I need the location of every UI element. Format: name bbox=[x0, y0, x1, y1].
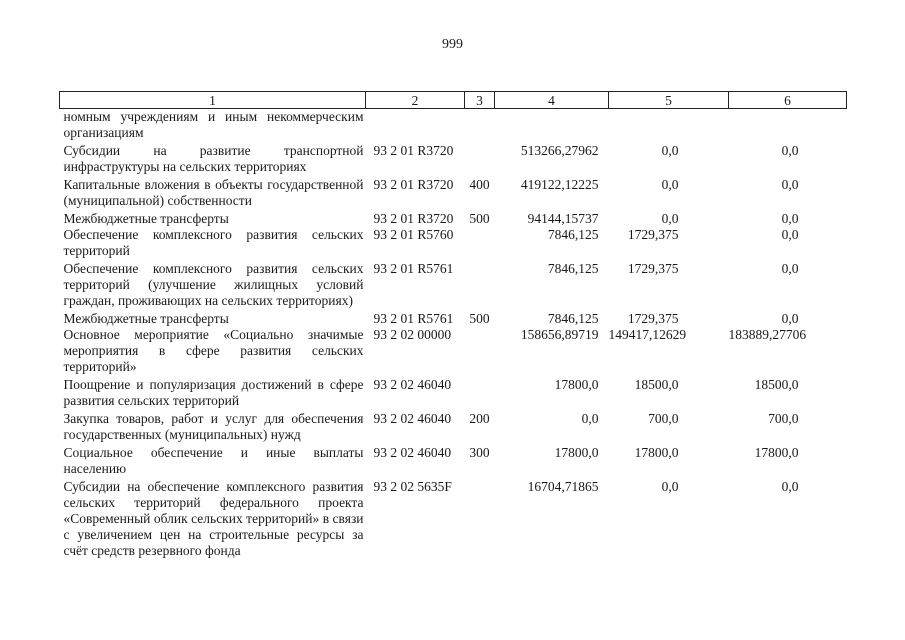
row-name-cell: Капитальные вложения в объекты государственной (муниципальной) собственности bbox=[63, 177, 364, 208]
row-value-1-cell: 7846,125 bbox=[547, 311, 599, 326]
row-expense-type-cell bbox=[465, 109, 495, 142]
table-row bbox=[60, 141, 847, 175]
row-value-2-cell: 700,0 bbox=[648, 411, 679, 426]
row-name-cell: Закупка товаров, работ и услуг для обеспечения государственных (муниципальных) нужд bbox=[63, 411, 364, 442]
row-value-3-cell: 183889,27706 bbox=[728, 327, 807, 342]
row-value-2-cell: 149417,12629 bbox=[608, 327, 687, 342]
row-value-2-cell: 1729,375 bbox=[627, 261, 679, 276]
row-name-cell: Субсидии на обеспечение комплексного развития сельских территорий федерального проекта «Современный облик сельских территорий» в связи с увеличением цен на строительные ресурсы за счёт средств резервного фонда bbox=[63, 479, 364, 558]
row-code-cell: 93 2 01 R3720 bbox=[373, 177, 454, 192]
row-code-cell: 93 2 01 R5761 bbox=[373, 261, 454, 276]
row-code-cell: 93 2 02 46040 bbox=[373, 445, 452, 460]
table-row bbox=[60, 443, 847, 477]
row-name-cell: Межбюджетные трансферты bbox=[63, 311, 229, 326]
row-value-1-cell bbox=[495, 109, 609, 142]
row-value-3-cell: 0,0 bbox=[781, 211, 799, 226]
row-expense-type-cell bbox=[465, 477, 495, 559]
row-name-cell: Поощрение и популяризация достижений в сфере развития сельских территорий bbox=[63, 377, 364, 408]
row-code-cell: 93 2 01 R3720 bbox=[373, 211, 454, 226]
column-header-5: 5 bbox=[609, 92, 729, 109]
column-header-1: 1 bbox=[60, 92, 366, 109]
table-row bbox=[60, 259, 847, 309]
column-header-2: 2 bbox=[366, 92, 465, 109]
row-value-3-cell: 0,0 bbox=[781, 177, 799, 192]
row-name-cell: Субсидии на развитие транспортной инфраструктуры на сельских территориях bbox=[63, 143, 364, 174]
row-value-2-cell: 18500,0 bbox=[634, 377, 679, 392]
row-code-cell: 93 2 02 5635F bbox=[373, 479, 452, 494]
row-code-cell: 93 2 01 R3720 bbox=[373, 143, 454, 158]
row-name-cell: Социальное обеспечение и иные выплаты населению bbox=[63, 445, 364, 476]
row-expense-type-cell bbox=[465, 141, 495, 175]
row-value-2-cell: 17800,0 bbox=[634, 445, 679, 460]
row-name-cell: Основное мероприятие «Социально значимые мероприятия в сфере развития сельских территорий» bbox=[63, 327, 364, 374]
row-value-3-cell: 0,0 bbox=[781, 311, 799, 326]
row-value-2-cell: 0,0 bbox=[661, 143, 679, 158]
row-value-3-cell: 0,0 bbox=[781, 143, 799, 158]
row-code-cell: 93 2 01 R5760 bbox=[373, 227, 454, 242]
row-code-cell: 93 2 01 R5761 bbox=[373, 311, 454, 326]
row-expense-type-cell: 300 bbox=[469, 445, 490, 460]
table-row bbox=[60, 477, 847, 559]
row-value-1-cell: 7846,125 bbox=[547, 261, 599, 276]
row-value-1-cell: 0,0 bbox=[581, 411, 599, 426]
row-code-cell: 93 2 02 46040 bbox=[373, 377, 452, 392]
row-expense-type-cell bbox=[465, 259, 495, 309]
table-row bbox=[60, 209, 847, 227]
row-expense-type-cell: 500 bbox=[469, 211, 490, 226]
row-name-cell: Обеспечение комплексного развития сельских территорий bbox=[63, 227, 364, 258]
row-value-3-cell: 18500,0 bbox=[754, 377, 799, 392]
row-expense-type-cell: 200 bbox=[469, 411, 490, 426]
row-expense-type-cell bbox=[465, 227, 495, 259]
row-code-cell bbox=[366, 109, 465, 142]
row-name-cell: Межбюджетные трансферты bbox=[63, 211, 229, 226]
row-value-2-cell: 1729,375 bbox=[627, 227, 679, 242]
row-value-3-cell: 700,0 bbox=[768, 411, 799, 426]
table-row bbox=[60, 327, 847, 375]
row-value-1-cell: 7846,125 bbox=[547, 227, 599, 242]
row-value-2-cell: 0,0 bbox=[661, 177, 679, 192]
table-row bbox=[60, 409, 847, 443]
row-value-3-cell bbox=[729, 109, 847, 142]
row-value-1-cell: 94144,15737 bbox=[527, 211, 599, 226]
row-value-3-cell: 0,0 bbox=[781, 227, 799, 242]
row-value-1-cell: 17800,0 bbox=[554, 445, 599, 460]
row-expense-type-cell bbox=[465, 327, 495, 375]
row-value-1-cell: 17800,0 bbox=[554, 377, 599, 392]
page-number: 999 bbox=[442, 37, 463, 52]
row-expense-type-cell: 400 bbox=[469, 177, 490, 192]
row-value-2-cell: 0,0 bbox=[661, 211, 679, 226]
column-header-6: 6 bbox=[729, 92, 847, 109]
row-name-cell: Обеспечение комплексного развития сельских территорий (улучшение жилищных условий граждан, проживающих на сельских территориях) bbox=[63, 261, 364, 308]
row-expense-type-cell bbox=[465, 375, 495, 409]
column-header-4: 4 bbox=[495, 92, 609, 109]
row-value-1-cell: 16704,71865 bbox=[527, 479, 599, 494]
column-header-3: 3 bbox=[465, 92, 495, 109]
table-row bbox=[60, 227, 847, 259]
row-value-3-cell: 0,0 bbox=[781, 261, 799, 276]
row-value-2-cell: 0,0 bbox=[661, 479, 679, 494]
row-code-cell: 93 2 02 00000 bbox=[373, 327, 452, 342]
table-row bbox=[60, 375, 847, 409]
table-header-row bbox=[60, 92, 847, 109]
table-row bbox=[60, 109, 847, 142]
row-value-1-cell: 158656,89719 bbox=[520, 327, 599, 342]
row-value-3-cell: 0,0 bbox=[781, 479, 799, 494]
row-expense-type-cell: 500 bbox=[469, 311, 490, 326]
table-row bbox=[60, 309, 847, 327]
row-value-3-cell: 17800,0 bbox=[754, 445, 799, 460]
budget-table bbox=[59, 91, 847, 559]
table-row bbox=[60, 175, 847, 209]
row-value-1-cell: 419122,12225 bbox=[520, 177, 599, 192]
row-value-2-cell: 1729,375 bbox=[627, 311, 679, 326]
row-value-2-cell bbox=[609, 109, 729, 142]
row-value-1-cell: 513266,27962 bbox=[520, 143, 599, 158]
row-name-cell: номным учреждениям и иным некоммерческим организациям bbox=[63, 109, 364, 140]
row-code-cell: 93 2 02 46040 bbox=[373, 411, 452, 426]
